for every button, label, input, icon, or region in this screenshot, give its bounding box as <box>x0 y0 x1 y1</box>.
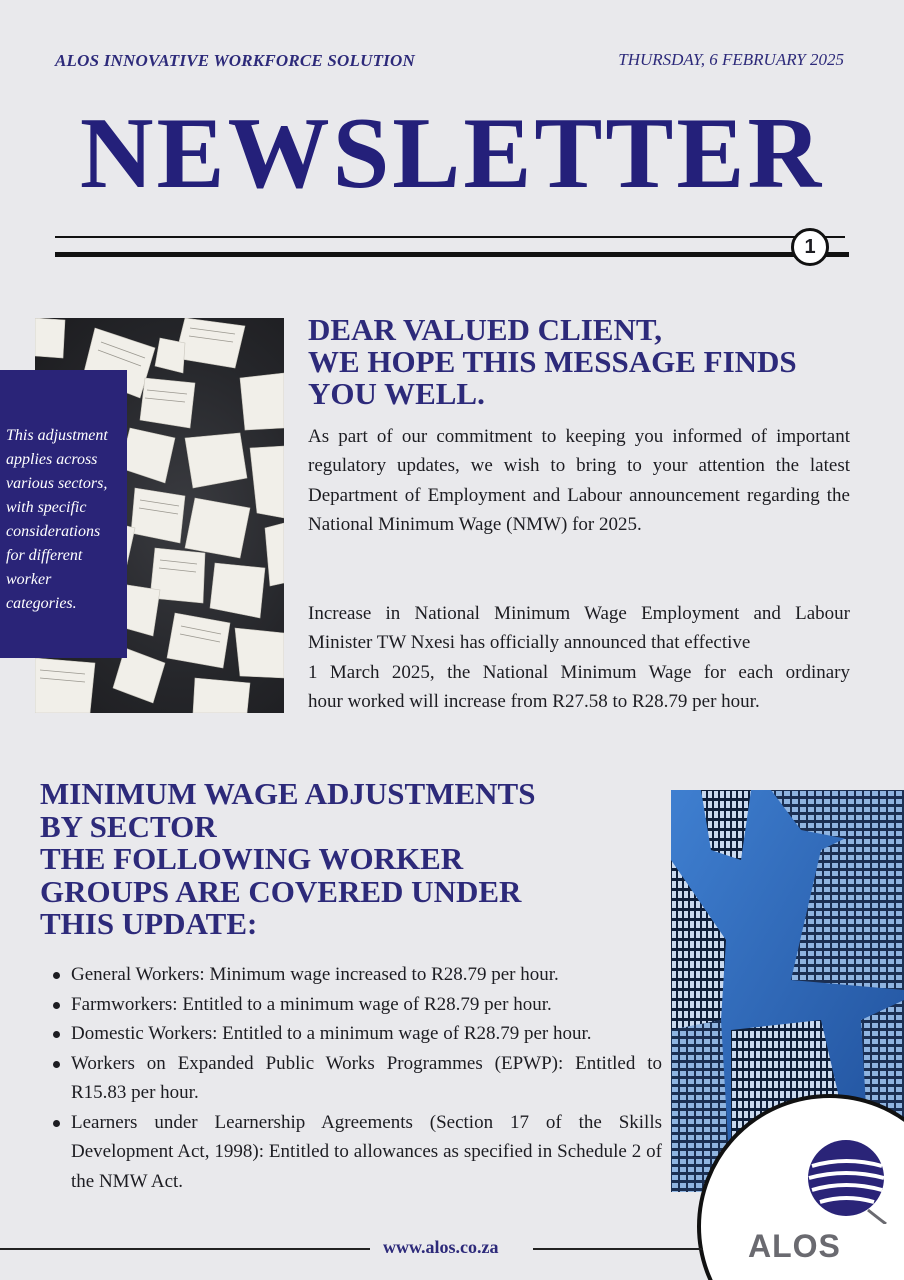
wage-increase-paragraph <box>308 599 850 716</box>
greeting-heading <box>308 314 868 410</box>
newsletter-title: NEWSLETTER <box>79 97 825 210</box>
list-item: General Workers: Minimum wage increased to R28.79 per hour. <box>50 960 662 990</box>
heading-line: THIS UPDATE: <box>40 906 258 941</box>
sidebar-note: This adjustment applies across various sectors, with specific considerations for different worker categories. <box>0 370 127 658</box>
divider-thick <box>55 252 849 257</box>
footer-divider-left <box>0 1248 370 1250</box>
list-item: Workers on Expanded Public Works Programmes (EPWP): Entitled to R15.83 per hour. <box>50 1049 662 1108</box>
page-number-badge: 1 <box>791 228 829 266</box>
sector-list <box>50 960 662 1196</box>
paragraph-line: hour worked will increase from R27.58 to R28.79 per hour. <box>308 690 760 712</box>
heading-line: BY SECTOR <box>40 808 217 844</box>
paragraph-line: Increase in National Minimum Wage Employment and Labour <box>308 603 850 624</box>
globe-logo-icon <box>806 1138 892 1224</box>
greeting-line: WE HOPE THIS MESSAGE FINDS <box>308 344 797 379</box>
heading-line: THE FOLLOWING WORKER <box>40 841 464 876</box>
paragraph-line: Minister TW Nxesi has officially announced that effective <box>308 632 751 654</box>
issue-date: THURSDAY, 6 FEBRUARY 2025 <box>618 50 844 69</box>
paragraph-line: 1 March 2025, the National Minimum Wage for each ordinary <box>308 661 850 683</box>
list-item: Learners under Learnership Agreements (Section 17 of the Skills Development Act, 1998): Entitled to allowances as specified in Schedule 2 of the NMW Act. <box>50 1108 662 1197</box>
heading-line: GROUPS ARE COVERED UNDER <box>40 873 522 909</box>
logo-wordmark: ALOS <box>748 1228 841 1264</box>
greeting-line: YOU WELL. <box>308 376 485 411</box>
footer-divider-right <box>533 1248 703 1250</box>
greeting-line: DEAR VALUED CLIENT, <box>308 312 663 347</box>
company-name: ALOS INNOVATIVE WORKFORCE SOLUTION <box>55 51 415 70</box>
sector-heading <box>40 778 640 941</box>
list-item: Farmworkers: Entitled to a minimum wage of R28.79 per hour. <box>50 990 662 1020</box>
divider-thin <box>55 236 845 238</box>
website-link[interactable]: www.alos.co.za <box>383 1237 499 1257</box>
intro-paragraph: As part of our commitment to keeping you informed of important regulatory updates, we wish to bring to your attention the latest Department of Employment and Labour announcement regarding the National Minimum Wage (NMW) for 2025. <box>308 426 850 535</box>
heading-line: MINIMUM WAGE ADJUSTMENTS <box>40 776 536 811</box>
list-item: Domestic Workers: Entitled to a minimum wage of R28.79 per hour. <box>50 1019 662 1049</box>
